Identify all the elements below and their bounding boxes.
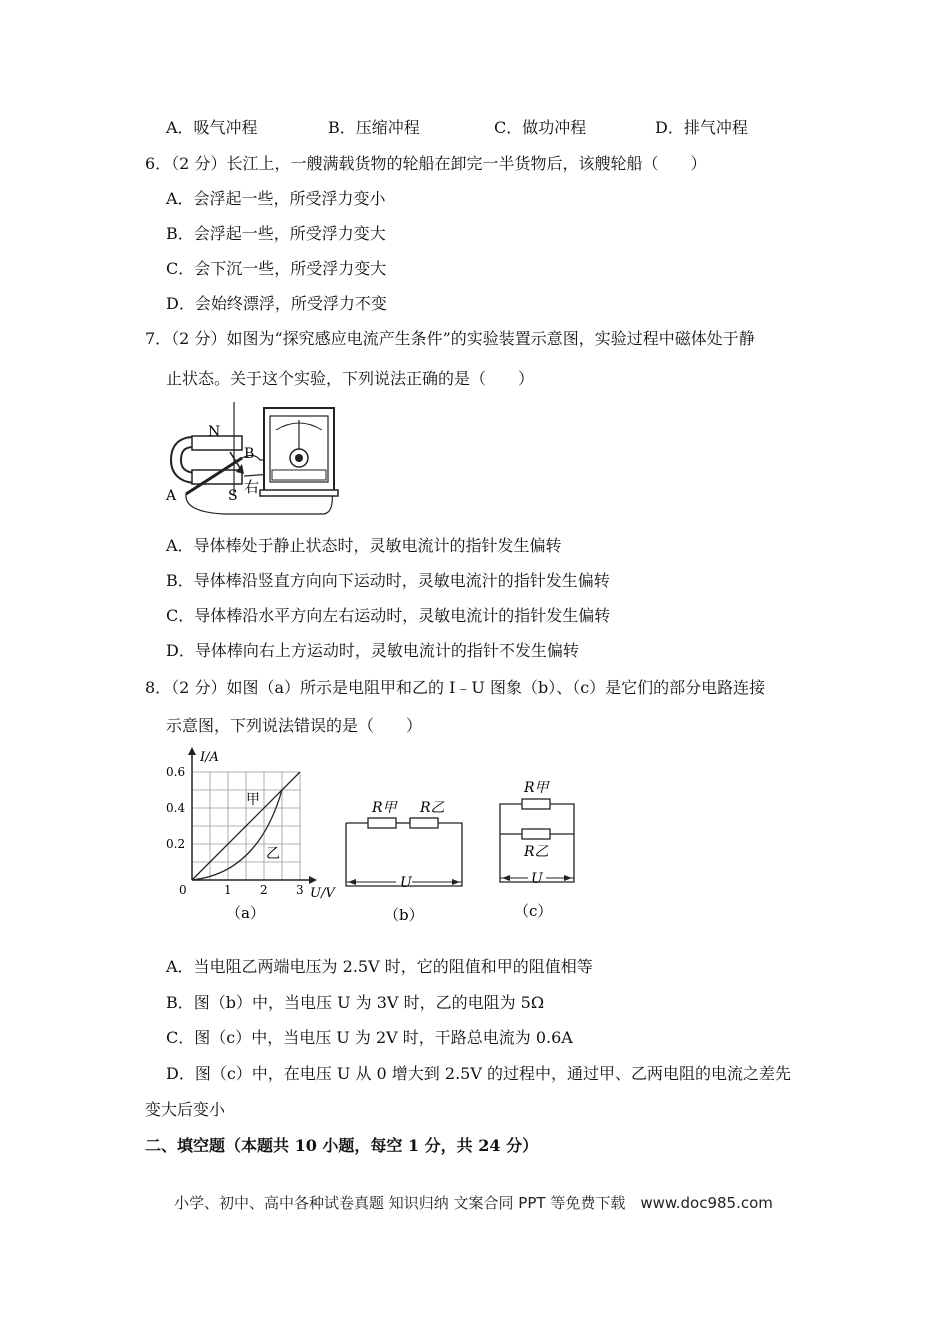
label-r-jia: R甲	[524, 780, 549, 796]
page-footer: 小学、初中、高中各种试卷真题 知识归纳 文案合同 PPT 等免费下载 www.doc985.com	[174, 1194, 773, 1212]
q6-option-b: B．会浮起一些，所受浮力变大	[166, 224, 386, 243]
y-axis-label: I/A	[200, 750, 219, 765]
q6-option-d: D．会始终漂浮，所受浮力不变	[166, 294, 387, 313]
caption-b: （b）	[384, 906, 424, 924]
q8-option-c: C．图（c）中，当电压 U 为 2V 时，干路总电流为 0.6A	[166, 1028, 573, 1047]
q8-graph-a	[162, 745, 342, 930]
label-u: U	[531, 871, 543, 887]
x-axis-label: U/V	[310, 886, 335, 901]
q8-circuit-c	[494, 770, 584, 928]
label-r-yi: R乙	[420, 800, 445, 816]
q8-option-d-continued: 变大后变小	[145, 1100, 226, 1119]
label-a: A	[166, 488, 177, 504]
q8-option-d: D．图（c）中，在电压 U 从 0 增大到 2.5V 的过程中，通过甲、乙两电阻的电流之差先	[166, 1064, 791, 1083]
y-tick: 0.2	[166, 837, 186, 851]
curve-label-jia: 甲	[246, 792, 260, 808]
q5-option-a: A．吸气冲程	[166, 118, 258, 137]
x-tick: 3	[296, 883, 304, 897]
q7-option-c: C．导体棒沿水平方向左右运动时，灵敏电流计的指针发生偏转	[166, 606, 611, 625]
section-heading: 二、填空题（本题共 10 小题，每空 1 分，共 24 分）	[145, 1136, 539, 1155]
label-b: B	[244, 446, 255, 462]
caption-c: （c）	[514, 902, 553, 920]
q8-option-b: B．图（b）中，当电压 U 为 3V 时，乙的电阻为 5Ω	[166, 993, 545, 1012]
q8-option-a: A．当电阻乙两端电压为 2.5V 时，它的阻值和甲的阻值相等	[166, 957, 593, 976]
label-right: 右	[244, 478, 260, 496]
q5-option-c: C．做功冲程	[494, 118, 587, 137]
q7-option-b: B．导体棒沿竖直方向向下运动时，灵敏电流汁的指针发生偏转	[166, 571, 610, 590]
q5-option-b: B．压缩冲程	[328, 118, 420, 137]
q7-option-a: A．导体棒处于静止状态时，灵敏电流计的指针发生偏转	[166, 536, 562, 555]
x-tick: 1	[224, 883, 232, 897]
label-r-jia: R甲	[372, 800, 397, 816]
q7-option-d: D．导体棒向右上方运动时，灵敏电流计的指针不发生偏转	[166, 641, 579, 660]
label-r-yi: R乙	[524, 844, 549, 860]
label-u: U	[400, 875, 412, 891]
y-tick: 0.6	[166, 765, 186, 779]
q7-figure	[164, 402, 339, 520]
q7-stem-line2: 止状态。关于这个实验，下列说法正确的是（ ）	[166, 369, 535, 388]
q8-circuit-b	[340, 790, 470, 930]
label-n: N	[208, 424, 221, 440]
curve-label-yi: 乙	[266, 846, 280, 862]
x-tick: 0	[179, 883, 187, 897]
q7-stem-line1: 7．（2 分）如图为“探究感应电流产生条件”的实验装置示意图，实验过程中磁体处于静	[145, 329, 755, 348]
q6-stem: 6．（2 分）长江上，一艘满载货物的轮船在卸完一半货物后，该艘轮船（ ）	[145, 154, 707, 173]
q8-stem-line1: 8．（2 分）如图（a）所示是电阻甲和乙的 I﹣U 图象（b）、（c）是它们的部分电路连接	[145, 678, 766, 697]
x-tick: 2	[260, 883, 268, 897]
q6-option-a: A．会浮起一些，所受浮力变小	[166, 189, 386, 208]
y-tick: 0.4	[166, 801, 186, 815]
q6-option-c: C．会下沉一些，所受浮力变大	[166, 259, 387, 278]
label-s: S	[228, 488, 238, 504]
q8-stem-line2: 示意图，下列说法错误的是（ ）	[166, 716, 423, 735]
caption-a: （a）	[226, 904, 265, 922]
q5-option-d: D．排气冲程	[655, 118, 748, 137]
